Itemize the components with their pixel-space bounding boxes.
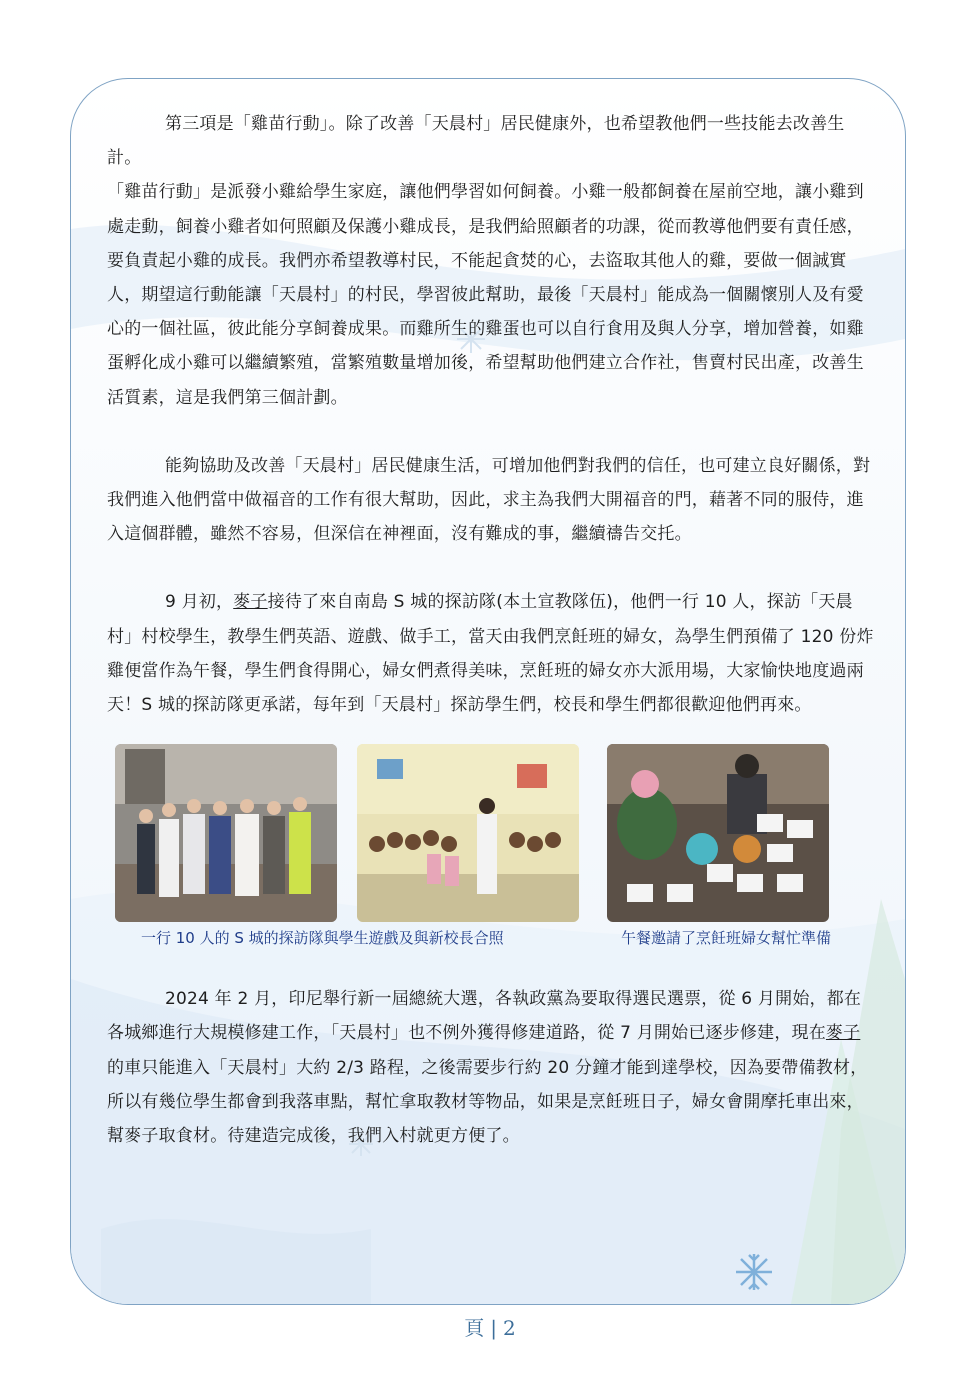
text-segment: 的車只能進入「天晨村」大約 2/3 路程，之後需要步行約 20 分鐘才能到達學校，因為要帶備教材，所以有幾位學生都會到我落車點，幫忙拿取教材等物品，如果是烹飪班日子，婦女會開摩托車出來，幫麥子取食材。待建造完成後，我們入村就更方便了。 — [107, 1057, 868, 1147]
page-label: 頁 — [464, 1316, 485, 1340]
paragraph-chick-project-intro: 第三項是「雞苗行動」。除了改善「天晨村」居民健康外，也希望教他們一些技能去改善生計。 — [107, 114, 845, 169]
name-maizi: 麥子 — [825, 1023, 861, 1044]
caption-visit-team-photo: 一行 10 人的 S 城的探訪隊與學生遊戲及與新校長合照 — [141, 929, 504, 948]
page-number-footer — [0, 1312, 980, 1341]
page-number: 2 — [503, 1316, 516, 1340]
article-body — [107, 107, 877, 1153]
page-separator: | — [490, 1316, 497, 1340]
text-segment: 9 月初， — [165, 592, 234, 613]
paragraph-health-trust: 能夠協助及改善「天晨村」居民健康生活，可增加他們對我們的信任，也可建立良好關係，對我們進入他們當中做福音的工作有很大幫助，因此，求主為我們大開福音的門，藉著不同的服侍，進入這個群體，雖然不容易，但深信在神裡面，沒有難成的事，繼續禱告交托。 — [107, 455, 871, 545]
photo-row — [107, 734, 877, 948]
photo-group-with-principal — [115, 744, 337, 922]
paragraph-chick-project-detail: 「雞苗行動」是派發小雞給學生家庭，讓他們學習如何飼養。小雞一般都飼養在屋前空地，讓小雞到處走動，飼養小雞者如何照顧及保護小雞成長，是我們給照顧者的功課，從而教導他們要有責任感，要負責起小雞的成長。我們亦希望教導村民，不能起貪焚的心，去盜取其他人的雞，要做一個誠實人，期望這行動能讓「天晨村」的村民，學習彼此幫助，最後「天晨村」能成為一個關懷別人及有愛心的一個社區，彼此能分享飼養成果。而雞所生的雞蛋也可以自行食用及與人分享，增加營養，如雞蛋孵化成小雞可以繼續繁殖，當繁殖數量增加後，希望幫助他們建立合作社，售賣村民出產，改善生活質素，這是我們第三個計劃。 — [107, 182, 864, 408]
paragraph-road-construction — [107, 982, 877, 1153]
text-segment: 2024 年 2 月，印尼舉行新一屆總統大選，各執政黨為要取得選民選票，從 6 月開始，都在各城鄉進行大規模修建工作，「天晨村」也不例外獲得修建道路，從 7 月開始已逐步修建，現在 — [107, 989, 862, 1044]
text-segment: 接待了來自南島 S 城的探訪隊(本土宣教隊伍)，他們一行 10 人，探訪「天晨村」村校學生，教學生們英語、遊戲、做手工，當天由我們烹飪班的婦女，為學生們預備了 120 份炸雞便當作為午餐，學生們食得開心，婦女們煮得美味，烹飪班的婦女亦大派用場，大家愉快地度過兩天！S 城的探訪隊更承諾，每年到「天晨村」探訪學生們，校長和學生們都很歡迎他們再來。 — [107, 592, 874, 716]
snowflake-icon — [736, 1254, 772, 1290]
page-frame — [70, 78, 906, 1305]
caption-lunch-photo: 午餐邀請了烹飪班婦女幫忙準備 — [621, 929, 832, 948]
photo-students-games — [357, 744, 579, 922]
name-maizi: 麥子 — [233, 592, 268, 613]
paragraph-visit-team — [107, 585, 877, 722]
photo-lunch-preparation — [607, 744, 829, 922]
